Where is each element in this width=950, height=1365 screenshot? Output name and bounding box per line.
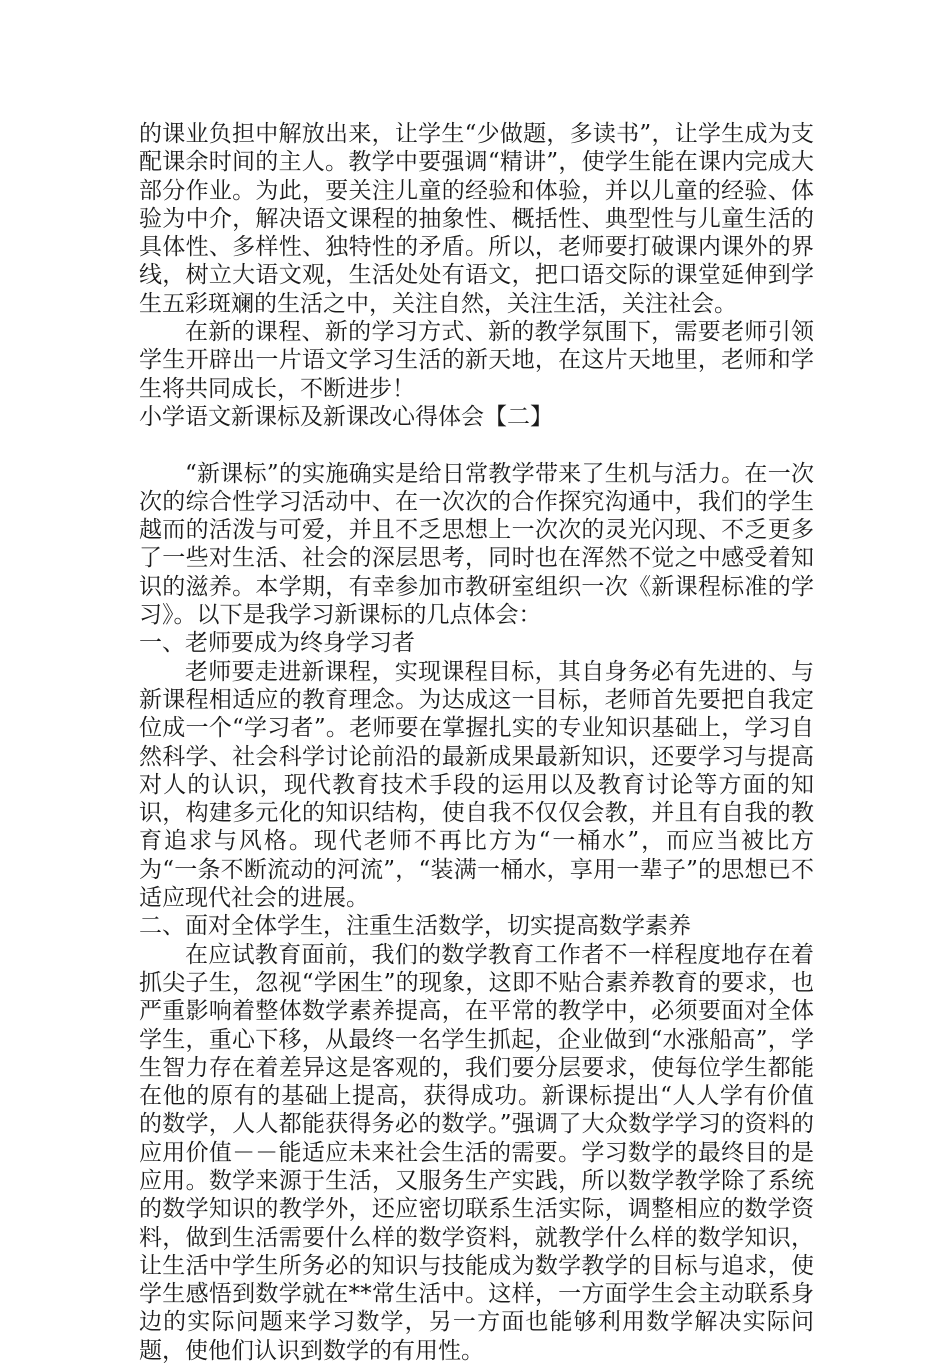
document-body bbox=[139, 120, 814, 1365]
blank-line bbox=[139, 431, 814, 459]
paragraph-math-life: 在应试教育面前，我们的数学教育工作者不一样程度地存在着抓尖子生，忽视“学困生”的现象，这即不贴合素养教育的要求，也严重影响着整体数学素养提高，在平常的教学中，必须要面对全体学生，重心下移，从最终一名学生抓起，企业做到“水涨船高”，学生智力存在着差异这是客观的，我们要分层要求，使每位学生都能在他的原有的基础上提高，获得成功。新课标提出“人人学有价值的数学，人人都能获得务必的数学。”强调了大众数学学习的资料的应用价值－－能适应未来社会生活的需要。学习数学的最终目的是应用。数学来源于生活，又服务生产实践，所以数学教学除了系统的数学知识的教学外，还应密切联系生活实际，调整相应的数学资料，做到生活需要什么样的数学资料，就教学什么样的数学知识，让生活中学生所务必的知识与技能成为数学教学的目标与追求，使学生感悟到数学就在**常生活中。这样，一方面学生会主动联系身边的实际问题来学习数学，另一方面也能够利用数学解决实际问题，使他们认识到数学的有用性。 bbox=[139, 941, 814, 1364]
paragraph-conclusion: 在新的课程、新的学习方式、新的教学氛围下，需要老师引领学生开辟出一片语文学习生活的新天地，在这片天地里，老师和学生将共同成长，不断进步！ bbox=[139, 319, 814, 402]
subheading-one: 一、老师要成为终身学习者 bbox=[139, 630, 415, 657]
paragraph-continuation: 的课业负担中解放出来，让学生“少做题，多读书”，让学生成为支配课余时间的主人。教学中要强调“精讲”，使学生能在课内完成大部分作业。为此，要关注儿童的经验和体验，并以儿童的经验、体验为中介，解决语文课程的抽象性、概括性、典型性与儿童生活的具体性、多样性、独特性的矛盾。所以，老师要打破课内课外的界线，树立大语文观，生活处处有语文，把口语交际的课堂延伸到学生五彩斑斓的生活之中，关注自然，关注生活，关注社会。 bbox=[139, 121, 814, 317]
paragraph-teacher-learner: 老师要走进新课程，实现课程目标，其自身务必有先进的、与新课程相适应的教育理念。为达成这一目标，老师首先要把自我定位成一个“学习者”。老师要在掌握扎实的专业知识基础上，学习自然科学、社会科学讨论前沿的最新成果最新知识，还要学习与提高对人的认识，现代教育技术手段的运用以及教育讨论等方面的知识，构建多元化的知识结构，使自我不仅仅会教，并且有自我的教育追求与风格。现代老师不再比方为“一桶水”，而应当被比方为“一条不断流动的河流”，“装满一桶水，享用一辈子”的思想已不适应现代社会的进展。 bbox=[139, 658, 814, 912]
section-title: 小学语文新课标及新课改心得体会【二】 bbox=[139, 403, 553, 430]
paragraph-intro: “新课标”的实施确实是给日常教学带来了生机与活力。在一次次的综合性学习活动中、在一次次的合作探究沟通中，我们的学生越而的活泼与可爱，并且不乏思想上一次次的灵光闪现、不乏更多了一些对生活、社会的深层思考，同时也在浑然不觉之中感受着知识的滋养。本学期，有幸参加市教研室组织一次《新课程标准的学习》。以下是我学习新课标的几点体会： bbox=[139, 460, 814, 629]
subheading-two: 二、面对全体学生，注重生活数学，切实提高数学素养 bbox=[139, 913, 691, 940]
